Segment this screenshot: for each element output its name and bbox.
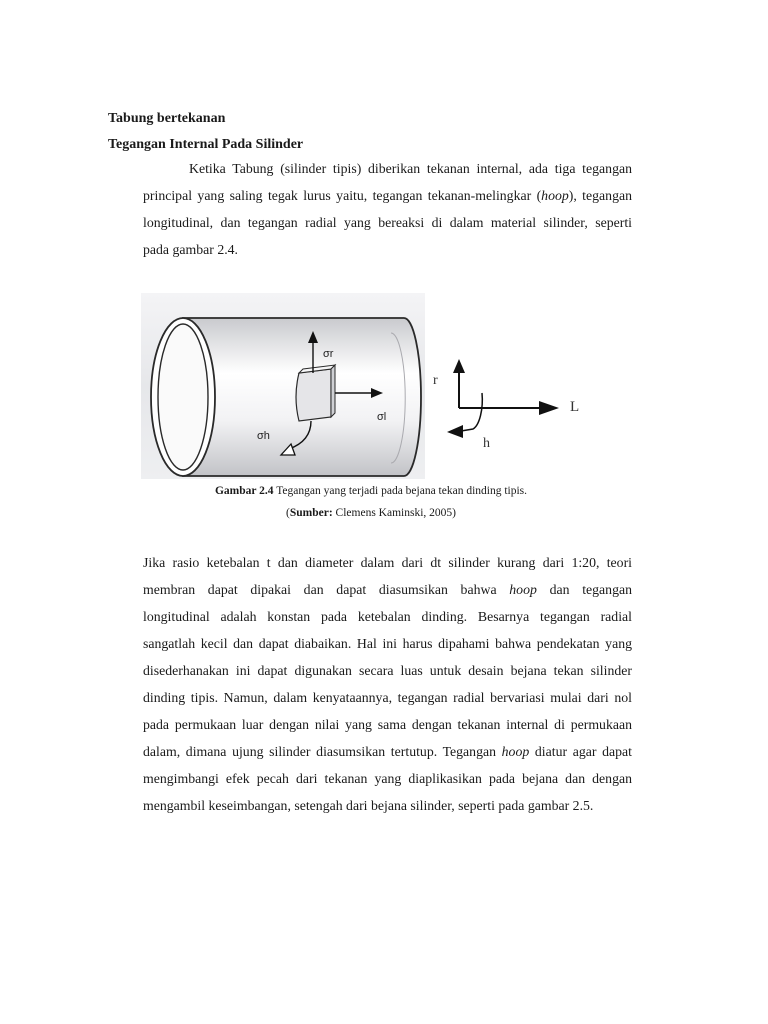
paragraph-line: dalam, dimana ujung silinder diasumsikan tertutup. Tegangan hoop diatur agar dapat: [143, 744, 632, 759]
paragraph-line: principal yang saling tegak lurus yaitu, tegangan tekanan-melingkar (hoop), tegangan: [143, 188, 632, 203]
label-sigma-r: σr: [323, 348, 334, 360]
figure-caption: Gambar 2.4 Tegangan yang terjadi pada bejana tekan dinding tipis.: [214, 485, 528, 497]
paragraph-line: longitudinal adalah konstan pada ketebalan dinding. Besarnya tegangan radial: [143, 609, 632, 624]
figure-cylinder-stress: [141, 293, 601, 479]
paragraph-line: pada permukaan luar dengan nilai yang sama dengan tekanan internal di permukaan: [143, 717, 632, 732]
paragraph-line: mengimbangi efek pecah dari tekanan yang diaplikasikan pada bejana dan dengan: [143, 771, 632, 786]
paragraph-line: sangatlah kecil dan dapat diabaikan. Hal ini harus dipahami bahwa pendekatan yang: [143, 636, 632, 651]
axis-label-h: h: [483, 436, 490, 451]
label-sigma-h: σh: [257, 430, 270, 442]
label-sigma-l: σl: [377, 411, 387, 423]
section-heading: Tabung bertekanan: [108, 111, 226, 126]
subsection-heading: Tegangan Internal Pada Silinder: [108, 137, 304, 152]
paragraph-intro: [143, 155, 632, 263]
paragraph-line: pada gambar 2.4.: [143, 242, 239, 257]
paragraph-line: mengambil keseimbangan, setengah dari bejana silinder, seperti pada gambar 2.5.: [143, 798, 594, 813]
axis-label-r: r: [433, 373, 438, 388]
paragraph-body: [143, 549, 632, 819]
paragraph-line: longitudinal, dan tegangan radial yang bereaksi di dalam material silinder, seperti: [143, 215, 632, 230]
paragraph-line: disederhanakan ini dapat digunakan secara luas untuk desain bejana tekan silinder: [143, 663, 632, 678]
axis-label-L: L: [570, 399, 580, 415]
axis-diagram: [447, 359, 559, 438]
paragraph-line: dinding tipis. Namun, dalam kenyataannya, tegangan radial bervariasi mulai dari nol: [143, 690, 632, 705]
figure-diagram: [141, 293, 601, 479]
stress-element: [296, 365, 335, 421]
figure-source: (Sumber: Clemens Kaminski, 2005): [286, 507, 456, 519]
paragraph-line: membran dapat dipakai dan dapat diasumsikan bahwa hoop dan tegangan: [143, 582, 632, 597]
paragraph-line: Jika rasio ketebalan t dan diameter dalam dari dt silinder kurang dari 1:20, teori: [143, 555, 632, 570]
paragraph-line: Ketika Tabung (silinder tipis) diberikan tekanan internal, ada tiga tegangan: [189, 161, 632, 176]
